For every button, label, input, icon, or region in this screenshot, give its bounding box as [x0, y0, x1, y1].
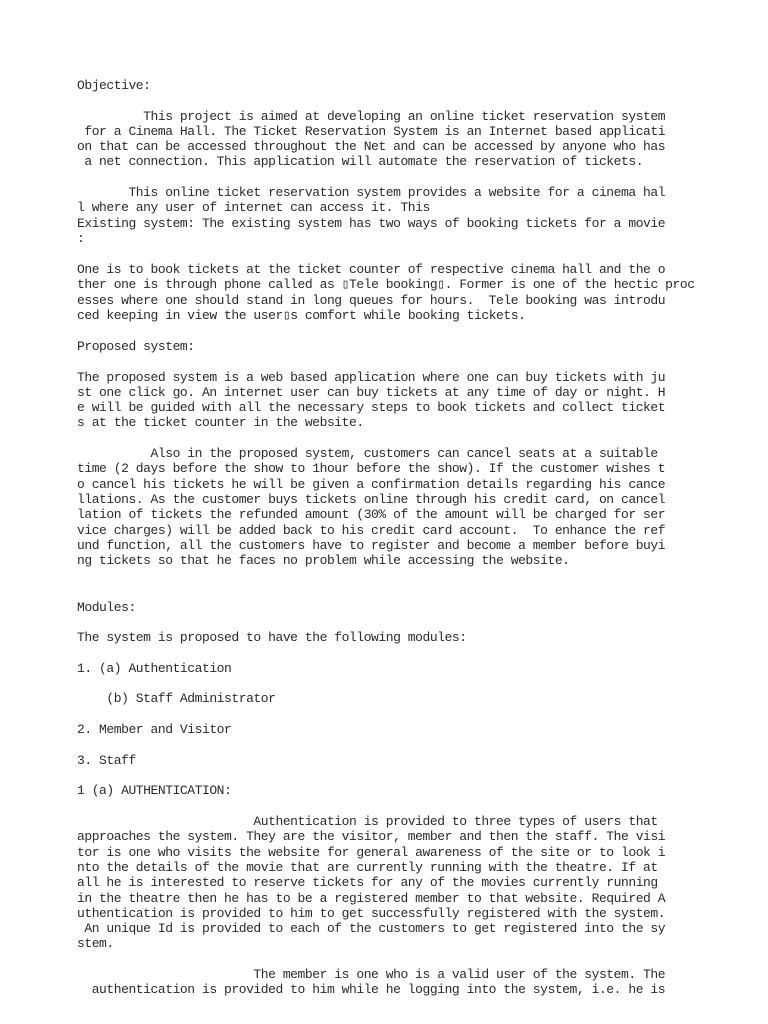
text-line: for a Cinema Hall. The Ticket Reservation System is an Internet based applicati	[77, 124, 666, 139]
text-line: One is to book tickets at the ticket counter of respective cinema hall and the o	[77, 262, 666, 277]
text-line: und function, all the customers have to register and become a member before buyi	[77, 538, 666, 553]
text-line: in the theatre then he has to be a registered member to that website. Required A	[77, 891, 666, 906]
text-line: uthentication is provided to him to get successfully registered with the system.	[77, 906, 666, 921]
heading-existing-system: Existing system: The existing system has two ways of booking tickets for a movie	[77, 216, 666, 231]
text-line: o cancel his tickets he will be given a confirmation details regarding his cance	[77, 477, 666, 492]
module-item: 3. Staff	[77, 753, 136, 768]
text-line: This project is aimed at developing an online ticket reservation system	[77, 109, 666, 124]
text-line: ther one is through phone called as ▯Tele booking▯. Former is one of the hectic proc	[77, 277, 695, 292]
text-line: An unique Id is provided to each of the customers to get registered into the sy	[77, 921, 666, 936]
text-line: The proposed system is a web based application where one can buy tickets with ju	[77, 370, 666, 385]
heading-objective: Objective:	[77, 78, 151, 93]
text-line: stem.	[77, 936, 114, 951]
text-line: a net connection. This application will automate the reservation of tickets.	[77, 154, 644, 169]
text-line: Also in the proposed system, customers can cancel seats at a suitable	[77, 446, 658, 461]
module-item: (b) Staff Administrator	[77, 691, 276, 706]
text-line: ng tickets so that he faces no problem while accessing the website.	[77, 553, 570, 568]
text-line: approaches the system. They are the visitor, member and then the staff. The visi	[77, 829, 666, 844]
heading-proposed-system: Proposed system:	[77, 339, 195, 354]
text-line: nto the details of the movie that are currently running with the theatre. If at	[77, 860, 658, 875]
text-line: The member is one who is a valid user of the system. The	[77, 967, 666, 982]
text-line: authentication is provided to him while he logging into the system, i.e. he is	[77, 982, 666, 997]
text-line: ced keeping in view the user▯s comfort while booking tickets.	[77, 308, 526, 323]
text-line: :	[77, 231, 85, 246]
text-line: all he is interested to reserve tickets for any of the movies currently running	[77, 875, 658, 890]
text-line: tor is one who visits the website for general awareness of the site or to look i	[77, 845, 666, 860]
text-line: The system is proposed to have the following modules:	[77, 630, 467, 645]
text-line: lation of tickets the refunded amount (30% of the amount will be charged for ser	[77, 507, 666, 522]
text-line: st one click go. An internet user can buy tickets at any time of day or night. H	[77, 385, 666, 400]
text-line: l where any user of internet can access it. This	[77, 200, 430, 215]
module-item: 2. Member and Visitor	[77, 722, 232, 737]
text-line: e will be guided with all the necessary steps to book tickets and collect ticket	[77, 400, 666, 415]
heading-modules: Modules:	[77, 600, 136, 615]
text-line: on that can be accessed throughout the Net and can be accessed by anyone who has	[77, 139, 666, 154]
heading-authentication: 1 (a) AUTHENTICATION:	[77, 783, 232, 798]
text-line: Authentication is provided to three types of users that	[77, 814, 658, 829]
text-line: llations. As the customer buys tickets online through his credit card, on cancel	[77, 492, 666, 507]
text-line: s at the ticket counter in the website.	[77, 415, 364, 430]
text-line: This online ticket reservation system provides a website for a cinema hal	[77, 185, 666, 200]
text-line: esses where one should stand in long queues for hours. Tele booking was introdu	[77, 293, 666, 308]
text-line: vice charges) will be added back to his credit card account. To enhance the ref	[77, 523, 666, 538]
module-item: 1. (a) Authentication	[77, 661, 232, 676]
text-line: time (2 days before the show to 1hour before the show). If the customer wishes t	[77, 461, 666, 476]
